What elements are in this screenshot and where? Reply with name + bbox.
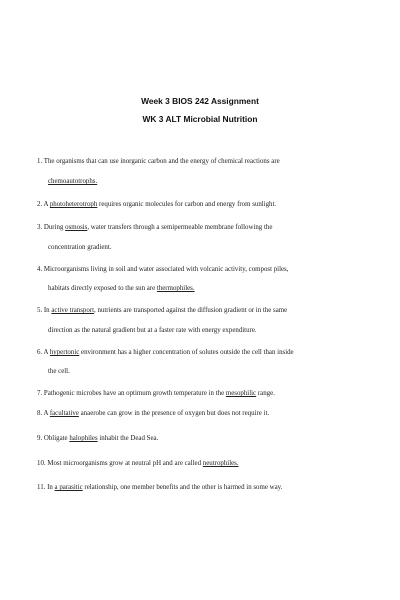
answer-text: chemoautotrophs. [48,178,98,185]
question-4-line-2 [48,285,195,292]
page-title: Week 3 BIOS 242 Assignment [141,96,259,106]
question-text: 8. A [37,410,50,417]
question-9-line-1 [37,435,158,442]
question-text: 7. Pathogenic microbes have an optimum growth temperature in the [37,390,226,397]
question-text: 3. During [37,224,66,231]
question-text: concentration gradient. [48,244,112,251]
answer-text: hypertonic [49,349,80,356]
answer-text: neutrophiles. [202,460,239,467]
question-7-line-1 [37,390,275,397]
question-8-line-1 [37,410,269,417]
question-text: 4. Microorganisms living in soil and water associated with volcanic activity, compost piles, [37,266,289,273]
question-6-line-2 [48,368,70,375]
question-6-line-1 [37,349,294,356]
question-5-line-2 [48,327,257,334]
question-10-line-1 [37,460,239,467]
question-text: 1. The organisms that can use inorganic carbon and the energy of chemical reactions are [37,158,280,165]
question-text: inhabit the Dead Sea. [97,435,159,442]
answer-text: active transport [51,307,95,314]
question-text: the cell. [48,368,70,375]
question-text: 11. In [37,484,55,491]
answer-text: osmosis [65,224,88,231]
question-text: 5. In [37,307,52,314]
question-1-line-1 [37,158,280,165]
question-text: 9. Obligate [37,435,70,442]
page-subtitle: WK 3 ALT Microbial Nutrition [142,114,258,124]
question-text: requires organic molecules for carbon and energy from sunlight. [97,201,277,208]
answer-text: thermophiles. [156,285,195,292]
question-text: relationship, one member benefits and the other is harmed in some way. [82,484,283,491]
question-text: habitats directly exposed to the sun are [48,285,157,292]
question-text: range. [256,390,275,397]
question-2-line-1 [37,201,276,208]
question-text: environment has a higher concentration of solutes outside the cell than inside [79,349,294,356]
question-text: 2. A [37,201,50,208]
question-4-line-1 [37,266,288,273]
answer-text: photoheterotroph [49,201,98,208]
question-text: , nutrients are transported against the diffusion gradient or in the same [94,307,288,314]
question-text: anaerobe can grow in the presence of oxygen but does not require it. [78,410,270,417]
question-5-line-1 [37,307,287,314]
question-3-line-1 [37,224,272,231]
answer-text: a parasitic [54,484,83,491]
question-text: 10. Most microorganisms grow at neutral pH and are called [37,460,203,467]
answer-text: halophiles [69,435,98,442]
question-text: 6. A [37,349,50,356]
question-1-line-2 [48,178,97,185]
question-3-line-2 [48,244,112,251]
answer-text: facultative [49,410,79,417]
question-11-line-1 [37,484,282,491]
answer-text: mesophilic [225,390,257,397]
question-text: , water transfers through a semipermeable membrane following the [87,224,273,231]
question-text: direction as the natural gradient but at a faster rate with energy expenditure. [48,327,257,334]
